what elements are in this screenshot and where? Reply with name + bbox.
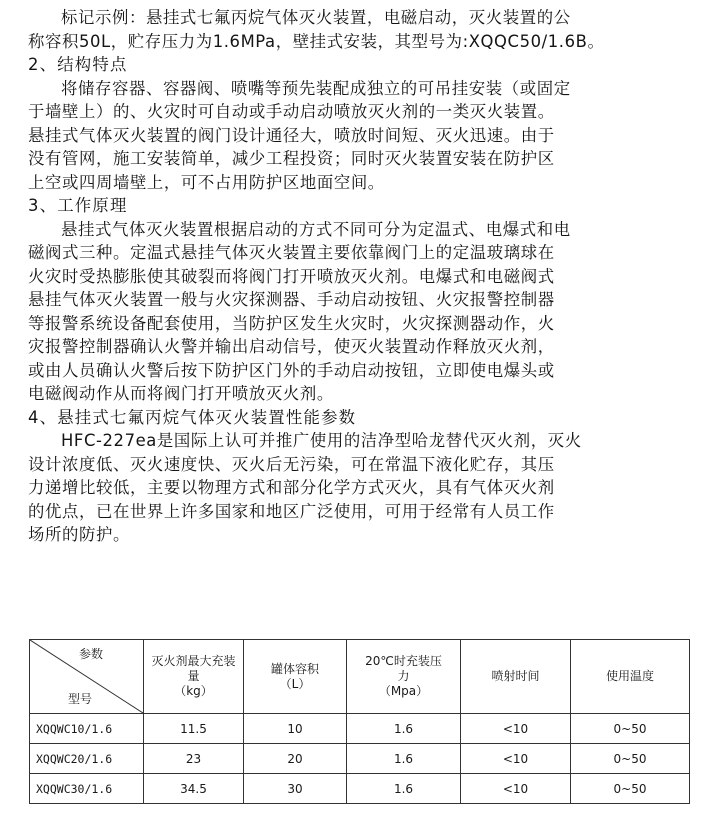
header-text: 20℃时充装压 bbox=[365, 654, 442, 668]
paragraph-line: 上空或四周墙壁上，可不占用防护区地面空间。 bbox=[28, 172, 385, 192]
paragraph-line: 或由人员确认火警后按下防护区门外的手动启动按钮，立即使电爆头或 bbox=[28, 360, 555, 380]
paragraph-line: 悬挂气体灭火装置一般与火灾探测器、手动启动按钮、火灾报警控制器 bbox=[28, 290, 555, 309]
paragraph-line: 悬挂式气体灭火装置的阀门设计通径大，喷放时间短、灭火迅速。由于 bbox=[28, 125, 555, 145]
spec-table bbox=[29, 639, 690, 804]
table-cell: <10 bbox=[461, 744, 571, 774]
table-cell: 30 bbox=[244, 774, 347, 804]
header-text: 喷射时间 bbox=[491, 669, 540, 683]
header-text: 灭火剂最大充装 bbox=[151, 654, 236, 668]
paragraph-line: 悬挂式气体灭火装置根据启动的方式不同可分为定温式、电爆式和电 bbox=[61, 219, 571, 239]
paragraph-line: 力递增比较低，主要以物理方式和部分化学方式灭火，具有气体灭火剂 bbox=[28, 478, 555, 497]
paragraph-line: 场所的防护。 bbox=[28, 525, 130, 544]
column-header-temperature bbox=[571, 640, 690, 714]
header-text: 量 bbox=[187, 669, 200, 683]
paragraph-line: 将储存容器、容器阀、喷嘴等预先装配成独立的可吊挂安装（或固定 bbox=[61, 78, 571, 98]
table-cell: 11.5 bbox=[144, 714, 244, 744]
table-row bbox=[30, 774, 690, 804]
paragraph-line: 磁阀式三种。定温式悬挂气体灭火装置主要依靠阀门上的定温玻璃球在 bbox=[28, 243, 555, 262]
header-text: （Mpa） bbox=[378, 684, 429, 698]
paragraph-line: 没有管网，施工安装简单，减少工程投资；同时灭火装置安装在防护区 bbox=[28, 149, 555, 168]
paragraph-line: 火灾时受热膨胀使其破裂而将阀门打开喷放灭火剂。电爆式和电磁阀式 bbox=[28, 266, 555, 286]
corner-header-cell bbox=[30, 640, 144, 714]
paragraph-line: 标记示例：悬挂式七氟丙烷气体灭火装置，电磁启动，灭火装置的公 bbox=[61, 8, 571, 27]
model-cell: XQQWC20/1.6 bbox=[30, 744, 144, 774]
table-cell: 23 bbox=[144, 744, 244, 774]
model-cell: XQQWC30/1.6 bbox=[30, 774, 144, 804]
header-text: （kg） bbox=[174, 684, 213, 698]
paragraph-line: 灾报警控制器确认火警并输出启动信号，使灭火装置动作释放灭火剂， bbox=[28, 337, 555, 356]
table-row bbox=[30, 714, 690, 744]
table-row bbox=[30, 744, 690, 774]
table-cell: 1.6 bbox=[347, 714, 461, 744]
table-cell: 1.6 bbox=[347, 774, 461, 804]
column-header-volume bbox=[244, 640, 347, 714]
header-text: 罐体容积 bbox=[270, 661, 319, 676]
table-header-row bbox=[30, 640, 690, 714]
table-cell: 0~50 bbox=[571, 744, 690, 774]
header-text: （L） bbox=[279, 676, 311, 691]
table-cell: 0~50 bbox=[571, 774, 690, 804]
section-heading: 2、结构特点 bbox=[28, 55, 128, 74]
header-text: 力 bbox=[397, 669, 410, 683]
header-text: 使用温度 bbox=[605, 669, 654, 683]
corner-label-model: 型号 bbox=[68, 692, 93, 706]
paragraph-line: 于墙壁上）的、火灾时可自动或手动启动喷放灭火剂的一类灭火装置。 bbox=[28, 102, 555, 121]
section-heading: 3、工作原理 bbox=[28, 196, 128, 215]
table-cell: 10 bbox=[244, 714, 347, 744]
column-header-pressure bbox=[347, 640, 461, 714]
table-cell: 34.5 bbox=[144, 774, 244, 804]
table-cell: <10 bbox=[461, 774, 571, 804]
table-cell: <10 bbox=[461, 714, 571, 744]
paragraph-line: 等报警系统设备配套使用，当防护区发生火灾时，火灾探测器动作，火 bbox=[28, 313, 555, 333]
table-cell: 0~50 bbox=[571, 714, 690, 744]
document-body bbox=[28, 6, 694, 547]
paragraph-line: 设计浓度低、灭火速度快、灭火后无污染，可在常温下液化贮存，其压 bbox=[28, 454, 555, 474]
column-header-spray-time bbox=[461, 640, 571, 714]
column-header-max-fill bbox=[144, 640, 244, 714]
paragraph-line: 的优点，已在世界上许多国家和地区广泛使用，可用于经常有人员工作 bbox=[28, 501, 555, 521]
model-cell: XQQWC10/1.6 bbox=[30, 714, 144, 744]
table-cell: 1.6 bbox=[347, 744, 461, 774]
corner-label-params: 参数 bbox=[78, 647, 103, 661]
paragraph-line: 称容积50L，贮存压力为1.6MPa，壁挂式安装，其型号为:XQQC50/1.6B。 bbox=[28, 31, 605, 51]
table-cell: 20 bbox=[244, 744, 347, 774]
paragraph-line: 电磁阀动作从而将阀门打开喷放灭火剂。 bbox=[28, 384, 334, 403]
section-heading: 4、悬挂式七氟丙烷气体灭火装置性能参数 bbox=[28, 407, 357, 427]
paragraph-line: HFC-227ea是国际上认可并推广使用的洁净型哈龙替代灭火剂，灭火 bbox=[61, 431, 582, 450]
